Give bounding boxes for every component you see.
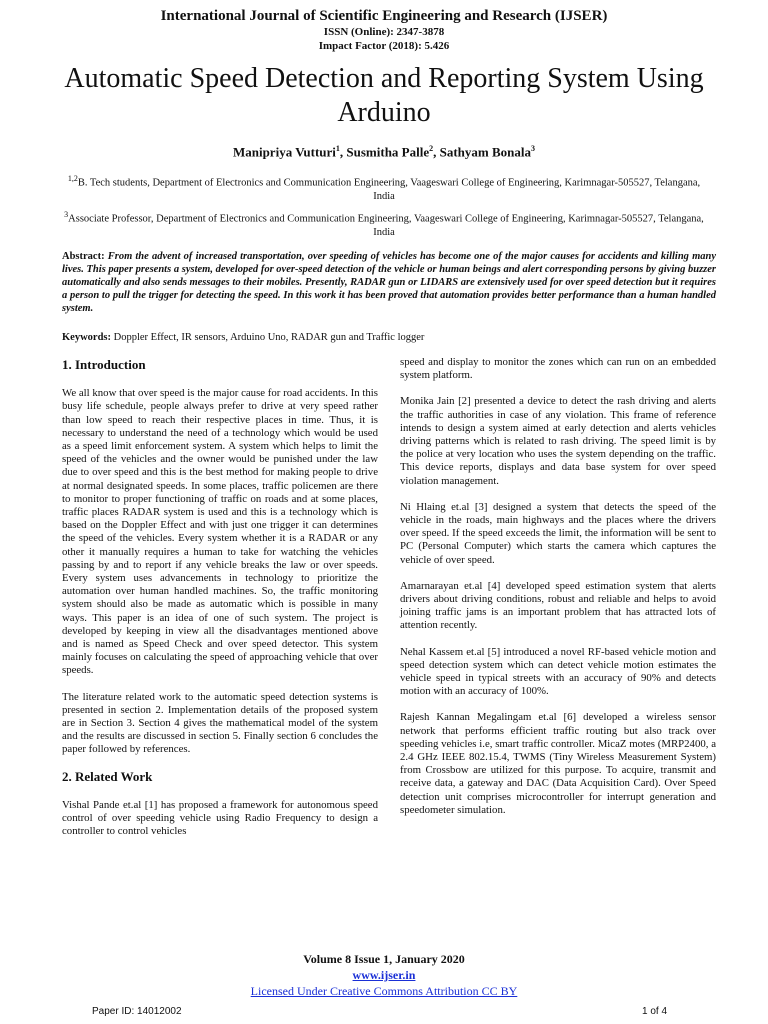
- abstract-text: From the advent of increased transportation, over speeding of vehicles has become one of the major causes for accidents and killing many lives. This paper presents a system, developed for over-speed detection of the vehicle or human beings and alert corresponding persons by giving buzzer automatically and also sends messages to their mobiles. Presently, RADAR gun or LIDARS are extensively used for over speed detection but it requires a person to pull the trigger for detecting the speed. In this work it has been proved that automation provides better performance than a human handled system.: [62, 251, 716, 314]
- paper-id: Paper ID: 14012002: [92, 1006, 182, 1017]
- license-link[interactable]: Licensed Under Creative Commons Attribution CC BY: [250, 984, 518, 998]
- affiliation: [60, 172, 708, 203]
- impact-factor: Impact Factor (2018): 5.426: [318, 40, 450, 52]
- left-column: [62, 356, 378, 852]
- paragraph: We all know that over speed is the major cause for road accidents. In this busy life schedule, people always prefer to drive at very speed rather than low speed to reach their respective places in time. Thus, it is necessary to understand the need of a technology which would be used as a speed limit enforcement system. A system which helps to limit the speed of the vehicles and the owner would be punished under the law due to over speed and this is the best method for making people to drive at normal designated speeds. In some places, traffic policemen are there to monitor to proper functioning of traffic on roads and at some places, traffic places RADAR system is used and this is a technology which is based on the Doppler Effect and with just one trigger it can determines the speed of the vehicles. Every system whether it is a RADAR or any other it manually requires a human to take for watching the vehicles passing by and to report if any vehicle breaks the law or over speeds. Every system uses advancements in technology to prioritize the automation over human handled machines. So, the traffic monitoring system should also be made as automatic which is possible in many ways. This paper is an idea of one of such system. The project is developed by keeping in view all the disadvantages mentioned above and is named as Speed Check and over speed detector. This system mainly focuses on calculating the speed of approaching vehicle that over speeds.: [62, 387, 378, 677]
- journal-name: International Journal of Scientific Engineering and Research (IJSER): [160, 8, 608, 24]
- page-number: 1 of 4: [642, 1006, 668, 1017]
- journal-link[interactable]: www.ijser.in: [352, 968, 416, 982]
- issn: ISSN (Online): 2347-3878: [323, 26, 445, 38]
- author-sup: 2: [429, 144, 434, 153]
- author-sup: 3: [531, 144, 536, 153]
- keywords-label: Keywords:: [62, 332, 111, 343]
- paragraph: Amarnarayan et.al [4] developed speed estimation system that alerts drivers about driving conditions, robust and reliable and helps to avoid joining traffic jams is an important problem that has attracted lots of attention recently.: [400, 579, 716, 632]
- paragraph: The literature related work to the automatic speed detection systems is presented in section 2. Implementation details of the proposed system are in Section 3. Section 4 gives the mathematical model of the system and the results are discussed in section 5. Finally section 6 concludes the paper followed by references.: [62, 690, 378, 756]
- author-sup: 1: [335, 144, 340, 153]
- footer-volume: Volume 8 Issue 1, January 2020: [303, 952, 465, 966]
- right-column: [400, 356, 716, 830]
- paragraph: Rajesh Kannan Megalingam et.al [6] developed a wireless sensor network that performs efficient traffic routing but also track over speeding vehicles i.e, smart traffic controller. MicaZ motes (MRP2400, a 2.4 GHz IEEE 802.15.4, TWMS (Tiny Wireless Measurement System) from Crossbow are utilized for this purpose. To acquire, transmit and receive data, a gateway and DAC (Data Acquisition Card). Over Speed detection unit comprises microcontroller for interrupt generation and speedometer simulation.: [400, 711, 716, 816]
- paragraph: Ni Hlaing et.al [3] designed a system that detects the speed of the vehicle in the roads, main highways and the places where the drivers over speed. If the speed exceeds the limit, the information will be sent to PC (Personal Computer) which starts the camera which captures the vehicle of over speed.: [400, 500, 716, 566]
- affiliation-sup: 1,2: [67, 174, 78, 183]
- section-heading: 1. Introduction: [62, 357, 146, 372]
- paragraph: Vishal Pande et.al [1] has proposed a framework for autonomous speed control of over speeding vehicle using Radio Frequency to design a controller to control vehicles: [62, 798, 378, 838]
- affiliation-text: Associate Professor, Department of Electronics and Communication Engineering, Vaageswari College of Engineering, Karimnagar-505527, Telangana, India: [68, 213, 704, 238]
- author-name: Manipriya Vutturi: [232, 144, 336, 160]
- affiliation-sup: 3: [64, 210, 69, 219]
- keywords: [62, 331, 716, 344]
- paragraph: speed and display to monitor the zones which can run on an embedded system platform.: [400, 356, 716, 382]
- keywords-text: Doppler Effect, IR sensors, Arduino Uno, RADAR gun and Traffic logger: [113, 332, 425, 343]
- section-heading: 2. Related Work: [62, 768, 153, 784]
- abstract: [62, 250, 716, 315]
- abstract-label: Abstract:: [62, 251, 105, 262]
- author-list: Manipriya Vutturi$^1$, Susmitha Palle$^2$, Sathyam Bonala$^3$: [232, 144, 536, 160]
- author-name: Sathyam Bonala: [439, 144, 532, 160]
- paper-title: Automatic Speed Detection and Reporting System Using Arduino: [64, 63, 704, 128]
- affiliation-text: B. Tech students, Department of Electronics and Communication Engineering, Vaageswari College of Engineering, Karimnagar-505527, Telangana, India: [77, 177, 701, 202]
- paragraph: Monika Jain [2] presented a device to detect the rash driving and alerts the traffic authorities in case of any violation. This frame of reference intends to design a system aimed at early detection and alerts vehicles driving patterns which is related to rash driving. The speed limit is by the police at very location who uses the system depending on the traffic. This device reports, displays and data base system for over speed violation management.: [400, 395, 716, 487]
- paragraph: Nehal Kassem et.al [5] introduced a novel RF-based vehicle motion and speed detection system which can detect vehicle motion estimates the vehicle speed in typical streets with an accuracy of 90% and detects motion with an accuracy of 100%.: [400, 645, 716, 698]
- author-name: Susmitha Palle: [346, 144, 430, 160]
- affiliation: [60, 208, 708, 239]
